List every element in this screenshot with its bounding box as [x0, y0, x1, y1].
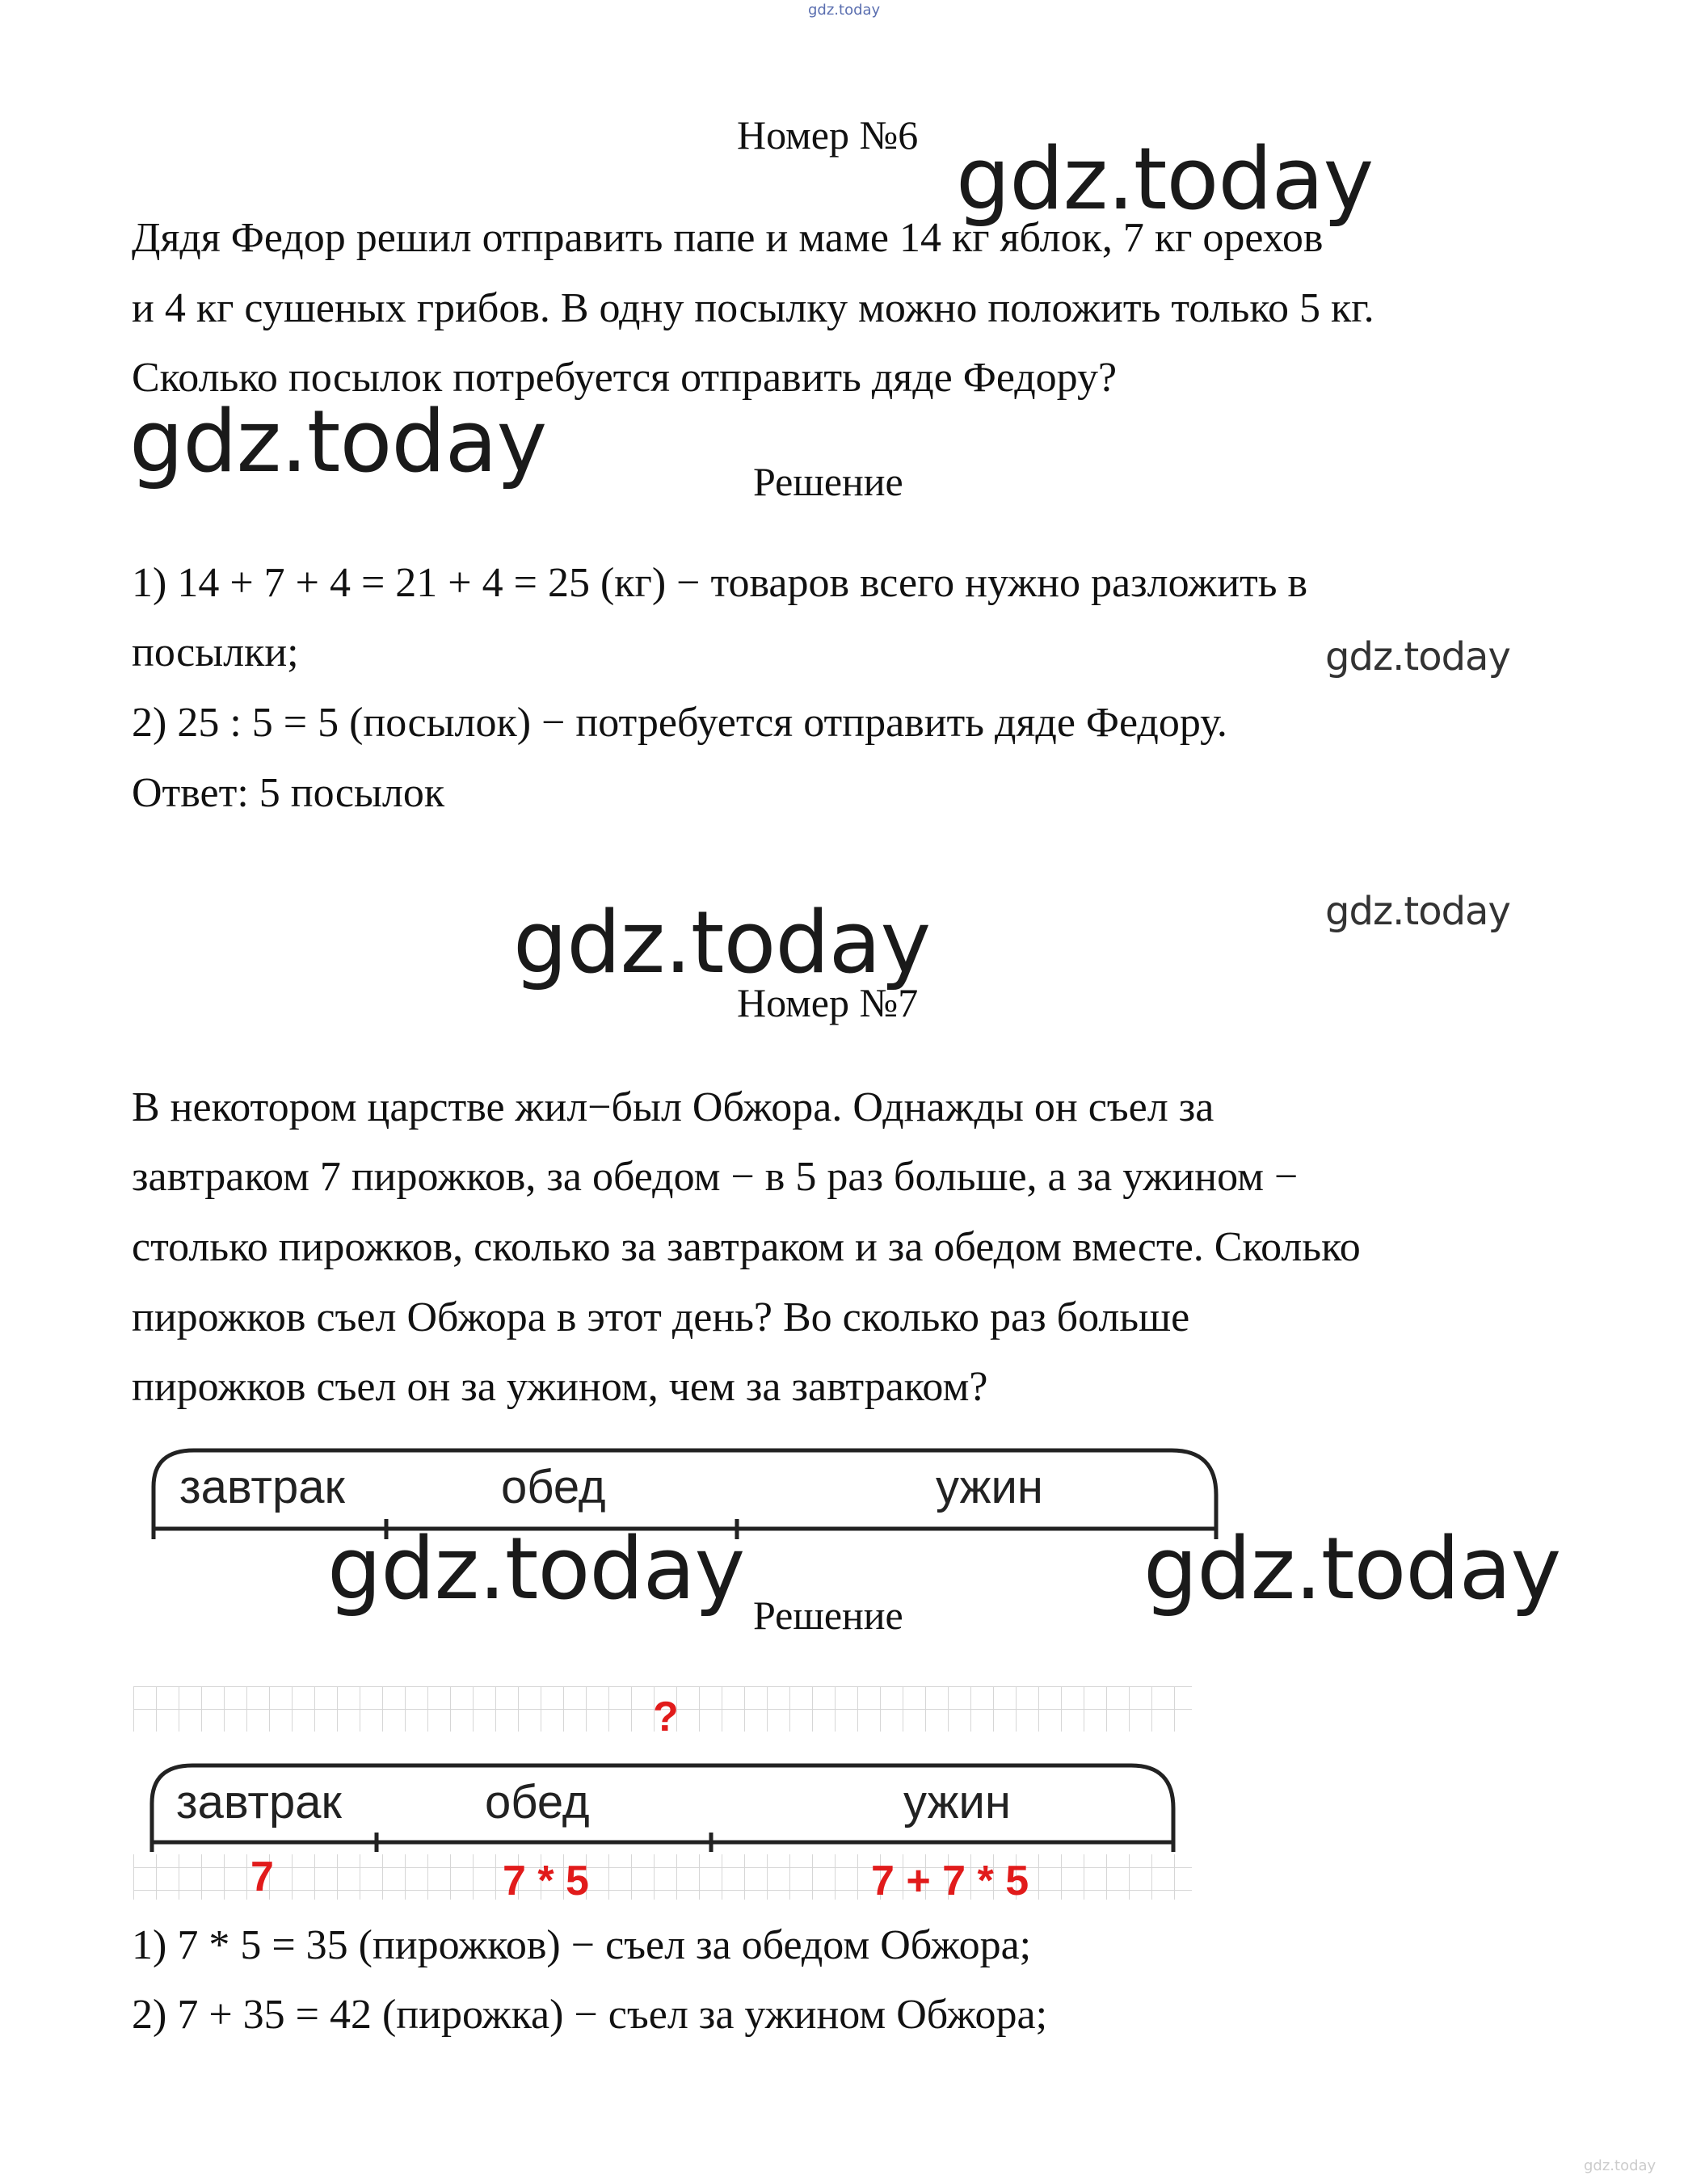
task6-title: Номер №6	[737, 112, 919, 158]
diagram2-label-dinner: ужин	[903, 1776, 1011, 1828]
task7-title: Номер №7	[737, 980, 919, 1025]
watermark-3: gdz.today	[1325, 634, 1510, 680]
header-watermark: gdz.today	[808, 2, 881, 19]
task6-problem-line-3: Сколько посылок потребуется отправить дяде Федору?	[132, 355, 1118, 401]
diagram2-value-breakfast: 7	[250, 1854, 274, 1900]
watermark-6: gdz.today	[327, 1519, 745, 1618]
task6-solution-line-3: 2) 25 : 5 = 5 (посылок) − потребуется отправить дяде Федору.	[132, 700, 1227, 746]
task6-answer: Ответ: 5 посылок	[132, 770, 445, 816]
diagram2-value-lunch: 7 * 5	[503, 1858, 589, 1904]
task7-solution-line-1: 1) 7 * 5 = 35 (пирожков) − съел за обедом Обжора;	[132, 1922, 1032, 1968]
diagram1-label-breakfast: завтрак	[179, 1461, 345, 1513]
diagram2-grid-bottom	[133, 1854, 1192, 1900]
task7-problem-line-2: завтраком 7 пирожков, за обедом − в 5 раз больше, а за ужином −	[132, 1154, 1299, 1200]
watermark-2: gdz.today	[129, 392, 547, 491]
task7-problem-line-5: пирожков съел он за ужином, чем за завтраком?	[132, 1364, 988, 1410]
watermark-4: gdz.today	[1325, 889, 1510, 934]
diagram2-label-breakfast: завтрак	[176, 1776, 342, 1828]
task6-problem-line-2: и 4 кг сушеных грибов. В одну посылку можно положить только 5 кг.	[132, 285, 1374, 331]
task6-solution-line-1: 1) 14 + 7 + 4 = 21 + 4 = 25 (кг) − товаров всего нужно разложить в	[132, 560, 1308, 606]
task7-problem-line-3: столько пирожков, сколько за завтраком и за обедом вместе. Сколько	[132, 1224, 1361, 1270]
watermark-5: gdz.today	[513, 893, 931, 992]
task7-solution-title: Решение	[753, 1593, 903, 1638]
watermark-7: gdz.today	[1143, 1519, 1561, 1618]
task6-solution-title: Решение	[753, 459, 903, 504]
watermark-1: gdz.today	[956, 129, 1374, 229]
diagram2-label-lunch: обед	[485, 1776, 590, 1828]
task7-solution-line-2: 2) 7 + 35 = 42 (пирожка) − съел за ужином Обжора;	[132, 1992, 1048, 2038]
task6-problem-line-1: Дядя Федор решил отправить папе и маме 14 кг яблок, 7 кг орехов	[132, 215, 1324, 261]
watermark-8: gdz.today	[1584, 2157, 1656, 2174]
task7-problem-line-4: пирожков съел Обжора в этот день? Во сколько раз больше	[132, 1294, 1190, 1340]
task6-solution-line-2: посылки;	[132, 629, 299, 675]
diagram1-label-lunch: обед	[501, 1461, 606, 1513]
diagram2-question-mark: ?	[653, 1694, 679, 1740]
task7-problem-line-1: В некотором царстве жил−был Обжора. Однажды он съел за	[132, 1084, 1214, 1130]
diagram2-value-dinner: 7 + 7 * 5	[871, 1858, 1029, 1904]
diagram1-label-dinner: ужин	[936, 1461, 1043, 1513]
